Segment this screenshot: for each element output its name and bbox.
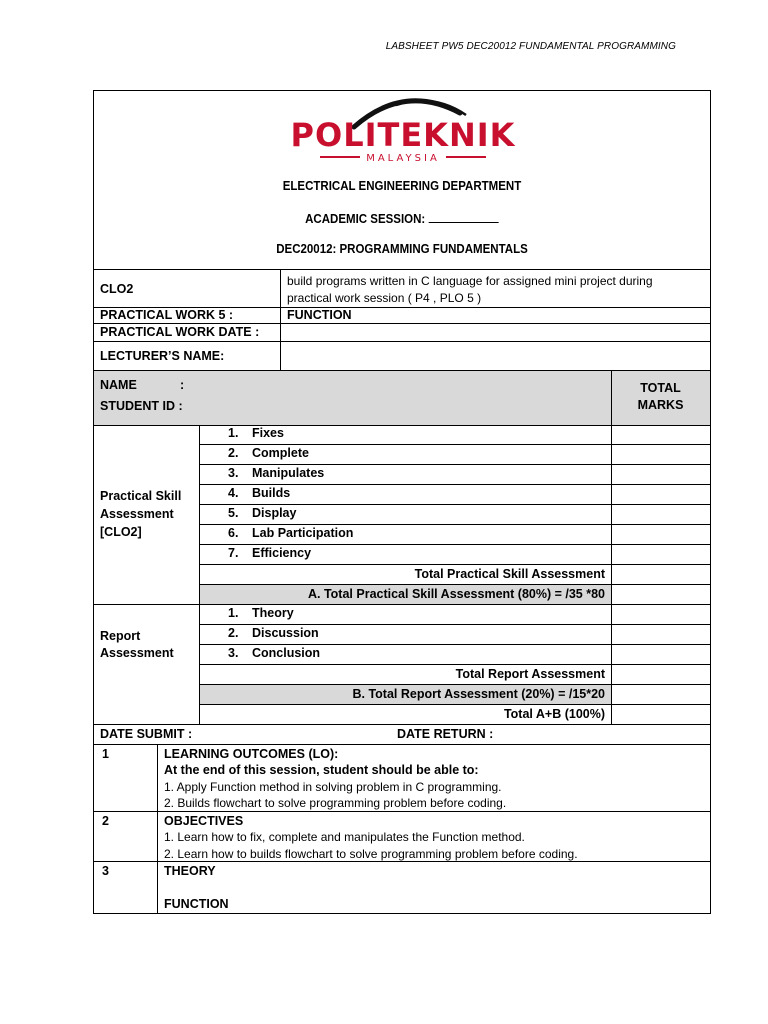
student-name-colon: :	[180, 378, 185, 392]
student-id-label: STUDENT ID :	[100, 399, 183, 413]
department-title: ELECTRICAL ENGINEERING DEPARTMENT	[282, 179, 522, 193]
date-return-label: DATE RETURN :	[397, 727, 494, 741]
objective-item: 1. Learn how to fix, complete and manipulates the Function method.	[164, 830, 525, 844]
practical-item-builds: Builds	[252, 486, 291, 500]
practical-skill-section-line-2: Assessment	[100, 507, 174, 521]
header-block	[94, 91, 710, 269]
total-marks-label-2: MARKS	[637, 398, 684, 412]
grand-total-label: Total A+B (100%)	[503, 707, 605, 721]
academic-session-label: ACADEMIC SESSION:	[305, 212, 426, 226]
objective-item: 2. Learn how to builds flowchart to solve programming problem before coding.	[164, 847, 578, 861]
report-item-theory: Theory	[252, 606, 294, 620]
practical-item-num: 2.	[228, 446, 239, 460]
practical-item-num: 4.	[228, 486, 239, 500]
student-name-label: NAME	[100, 378, 137, 392]
practical-total-label: Total Practical Skill Assessment	[414, 567, 605, 581]
clo-description-line-1: build programs written in C language for assigned mini project during	[287, 274, 653, 288]
practical-item-num: 5.	[228, 506, 239, 520]
academic-session-blank	[429, 211, 499, 223]
logo-wordmark: POLITEKNIK	[290, 116, 516, 154]
page-header: LABSHEET PW5 DEC20012 FUNDAMENTAL PROGRAMMING	[385, 41, 676, 52]
report-weighted-label: B. Total Report Assessment (20%) = /15*20	[352, 687, 605, 701]
report-item-conclusion: Conclusion	[252, 646, 321, 660]
total-marks-label-1: TOTAL	[640, 381, 681, 395]
practical-item-efficiency: Efficiency	[252, 546, 312, 560]
practical-weighted-label: A. Total Practical Skill Assessment (80%) = /35 *80	[307, 587, 605, 601]
practical-item-display: Display	[252, 506, 297, 520]
theory-title: THEORY	[164, 864, 216, 878]
practical-item-manipulates: Manipulates	[252, 466, 325, 480]
practical-item-num: 6.	[228, 526, 239, 540]
practical-item-fixes: Fixes	[252, 426, 284, 440]
report-item-num: 1.	[228, 606, 239, 620]
date-submit-label: DATE SUBMIT :	[100, 727, 193, 741]
practical-work-date-label: PRACTICAL WORK DATE :	[100, 325, 260, 339]
learning-outcomes-subtitle: At the end of this session, student should be able to:	[164, 763, 479, 777]
section-number: 3	[102, 864, 109, 878]
report-item-num: 2.	[228, 626, 239, 640]
report-section-line-2: Assessment	[100, 646, 174, 660]
section-number: 1	[102, 747, 109, 761]
clo-label: CLO2	[100, 282, 134, 296]
practical-work-value: FUNCTION	[287, 308, 352, 322]
learning-outcome-item: 2. Builds flowchart to solve programming problem before coding.	[164, 796, 507, 810]
learning-outcomes-title: LEARNING OUTCOMES (LO):	[164, 747, 339, 761]
practical-skill-section-line-3: [CLO2]	[100, 525, 142, 539]
practical-item-num: 3.	[228, 466, 239, 480]
section-number: 2	[102, 814, 109, 828]
clo-description-line-2: practical work session ( P4 , PLO 5 )	[287, 291, 482, 305]
lecturer-name-label: LECTURER’S NAME:	[100, 349, 225, 363]
academic-session	[119, 211, 686, 226]
practical-item-num: 1.	[228, 426, 239, 440]
practical-item-complete: Complete	[252, 446, 309, 460]
practical-item-lab-participation: Lab Participation	[252, 526, 354, 540]
practical-skill-section-line-1: Practical Skill	[100, 489, 182, 503]
logo-subtitle: MALAYSIA	[366, 153, 440, 164]
labsheet-form	[93, 90, 711, 914]
report-item-discussion: Discussion	[252, 626, 319, 640]
report-total-label: Total Report Assessment	[455, 667, 605, 681]
learning-outcome-item: 1. Apply Function method in solving problem in C programming.	[164, 780, 502, 794]
practical-work-label: PRACTICAL WORK 5 :	[100, 308, 234, 322]
practical-item-num: 7.	[228, 546, 239, 560]
report-item-num: 3.	[228, 646, 239, 660]
report-section-line-1: Report	[100, 629, 141, 643]
course-title: DEC20012: PROGRAMMING FUNDAMENTALS	[276, 242, 528, 256]
theory-subtitle: FUNCTION	[164, 897, 229, 911]
objectives-title: OBJECTIVES	[164, 814, 244, 828]
politeknik-logo	[284, 91, 524, 171]
